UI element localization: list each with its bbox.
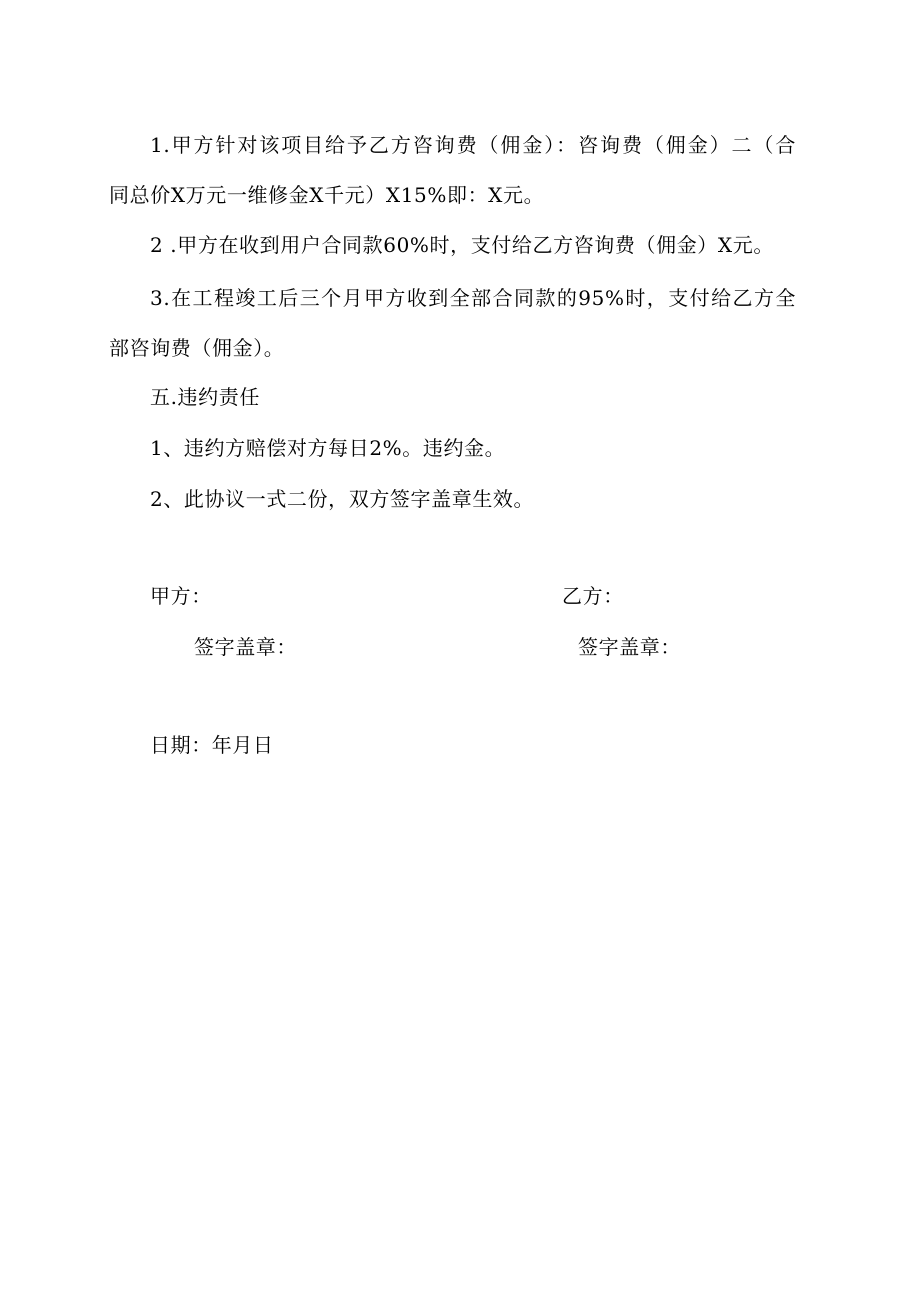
breach-clause-1: 1、违约方赔偿对方每日2%。违约金。 — [150, 436, 506, 460]
clause-1-line-2: 同总价X万元一维修金X千元）X15%即：X元。 — [109, 183, 545, 207]
party-b-label: 乙方： — [562, 584, 624, 608]
date-line: 日期：年月日 — [150, 733, 274, 757]
party-a-signature-label: 签字盖章： — [194, 635, 297, 659]
party-a-label: 甲方： — [150, 584, 212, 608]
clause-2: 2 .甲方在收到用户合同款60%时，支付给乙方咨询费（佣金）X元。 — [150, 233, 774, 257]
breach-clause-2: 2、此协议一式二份，双方签字盖章生效。 — [150, 487, 535, 511]
clause-3-line-2: 部咨询费（佣金）。 — [109, 336, 285, 360]
section-5-heading: 五.违约责任 — [150, 385, 260, 409]
party-b-signature-label: 签字盖章： — [578, 635, 681, 659]
clause-1-line-1: 1.甲方针对该项目给予乙方咨询费（佣金）：咨询费（佣金）二（合 — [150, 133, 796, 157]
clause-3-line-1: 3.在工程竣工后三个月甲方收到全部合同款的95%时，支付给乙方全 — [150, 286, 796, 310]
